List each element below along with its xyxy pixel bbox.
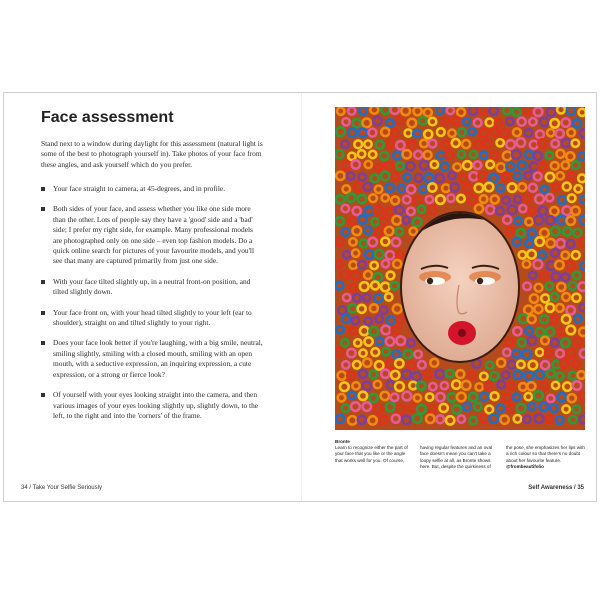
left-page	[4, 93, 301, 501]
bullet-marker-icon	[41, 187, 45, 191]
bullet-item	[41, 338, 263, 380]
photo-illustration	[335, 107, 585, 430]
caption-name: Bronte	[335, 439, 350, 444]
bullet-text: Of yourself with your eyes looking straight into the camera, and then various images of your eyes looking slightly up, slightly down, to the left, to the right and into the 'corners' of the frame.	[53, 390, 259, 420]
caption-column-3	[506, 439, 586, 470]
bullet-text: Does your face look better if you're laughing, with a big smile, neutral, smiling slightly, smiling with a closed mouth, smiling with an open mouth, with a seductive expression, an inquiring expression, a cute expression, or a strong or fierce look?	[53, 338, 263, 379]
bullet-text: With your face tilted slightly up, in a neutral front-on position, and tilted slightly down.	[53, 276, 251, 297]
page-heading: Face assessment	[41, 109, 174, 126]
bullet-text: Your face straight to camera, at 45-degrees, and in profile.	[53, 184, 226, 193]
caption-column-1	[335, 439, 413, 464]
bullet-marker-icon	[41, 341, 45, 345]
right-page-footer: Self Awareness / 35	[528, 485, 584, 491]
caption-column-2	[420, 439, 498, 470]
bullet-marker-icon	[41, 393, 45, 397]
bullet-item	[41, 184, 263, 194]
bullet-marker-icon	[41, 207, 45, 211]
bullet-list	[41, 184, 263, 431]
caption-text-3: the pose, she emphasizes her lips with a rich colour so that there's no doubt about her favourite feature.	[506, 445, 585, 463]
caption-text-1: Learn to recognize either the part of your face that you like or the angle that works well for you. Of course,	[335, 445, 408, 463]
bullet-item	[41, 308, 263, 329]
right-page	[302, 93, 598, 501]
bullet-item	[41, 277, 263, 298]
left-page-footer: 34 / Take Your Selfie Seriously	[21, 485, 102, 491]
book-spread	[3, 92, 597, 502]
cereal-portrait-photo	[335, 107, 585, 430]
photo-credit: @frombeautifolio	[506, 463, 544, 469]
intro-paragraph: Stand next to a window during daylight for this assessment (natural light is some of the best to photograph yourself in). Take photos of your face from these angles, and ask yourself which do you prefer.	[41, 139, 263, 169]
bullet-text: Both sides of your face, and assess whether you like one side more than the other. Lots of people say they have a 'good' side and a 'bad' side; I prefer my right side, for example. Many professional models are photographed only on one side – even top fashion models. Do a quick online search for pictures of your favourite models, and you'll see that many are captured primarily from just one side.	[53, 204, 255, 266]
bullet-item	[41, 390, 263, 421]
bullet-text: Your face front on, with your head tilted slightly to your left (ear to shoulder), straight on and tilted slightly to your right.	[53, 307, 252, 328]
bullet-item	[41, 204, 263, 266]
caption-text-2: having regular features and an oval face doesn't mean you can't take a loopy selfie at all, as Bronte shows here. But, despite the quirkiness of	[420, 445, 493, 469]
bullet-marker-icon	[41, 311, 45, 315]
bullet-marker-icon	[41, 280, 45, 284]
